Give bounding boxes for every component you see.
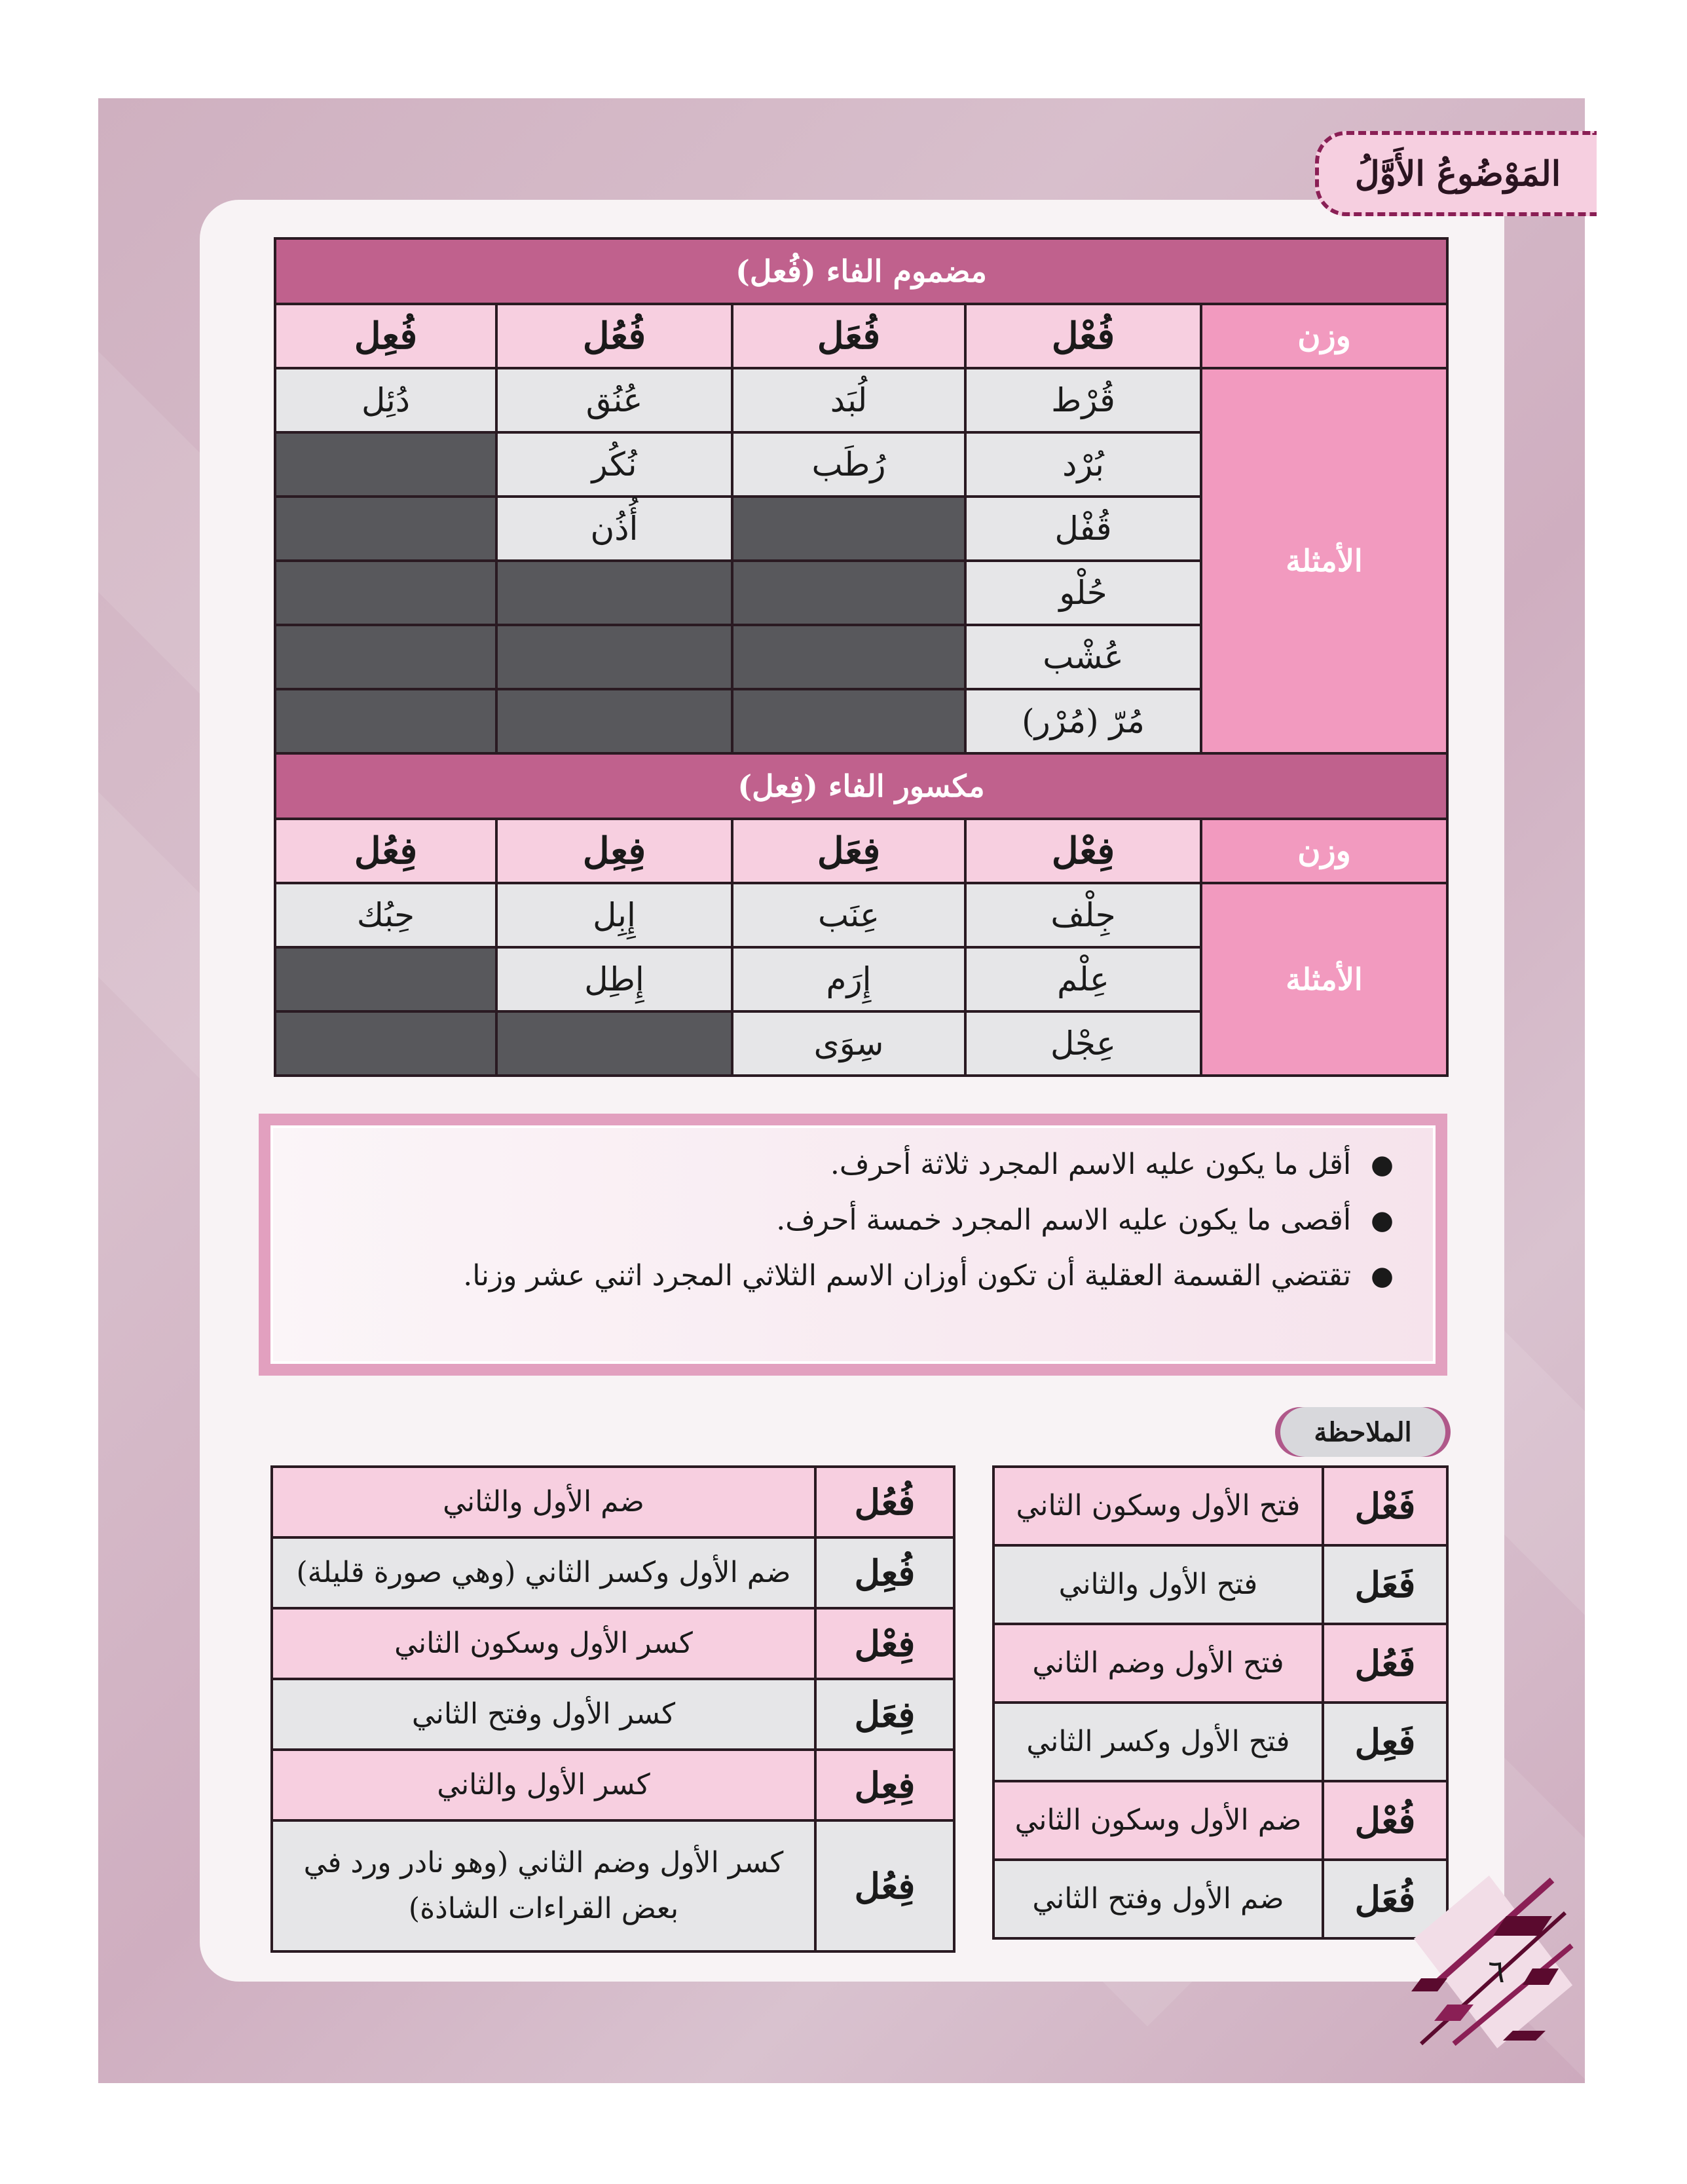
empty-cell bbox=[275, 625, 496, 689]
wazn-cell: فِعْل bbox=[815, 1608, 954, 1679]
wazn-cell: فَعَل bbox=[1323, 1545, 1447, 1624]
table-row bbox=[993, 1860, 1447, 1938]
example-cell: عِلْم bbox=[965, 947, 1201, 1011]
empty-cell bbox=[496, 625, 732, 689]
remark-table-left bbox=[270, 1465, 955, 1953]
desc-cell: ضم الأول وسكون الثاني bbox=[993, 1781, 1323, 1860]
desc-cell: فتح الأول وضم الثاني bbox=[993, 1624, 1323, 1703]
empty-cell bbox=[275, 497, 496, 561]
wazn-cell: فِعَل bbox=[815, 1679, 954, 1750]
section1-wazn-row bbox=[275, 304, 1447, 368]
empty-cell bbox=[275, 1011, 496, 1076]
empty-cell bbox=[496, 1011, 732, 1076]
example-cell: نُكُر bbox=[496, 432, 732, 497]
section2-title: مكسور الفاء (فِعل) bbox=[275, 753, 1447, 819]
example-cell: دُئِل bbox=[275, 368, 496, 432]
desc-cell: فتح الأول والثاني bbox=[993, 1545, 1323, 1624]
wazn-cell: فُعْل bbox=[1323, 1781, 1447, 1860]
example-cell: رُطَب bbox=[732, 432, 965, 497]
table-row bbox=[272, 1750, 954, 1820]
examples-label: الأمثلة bbox=[1201, 368, 1447, 753]
section2-header-row bbox=[275, 753, 1447, 819]
example-cell: عِجْل bbox=[965, 1011, 1201, 1076]
wazn-cell: فُعِل bbox=[815, 1537, 954, 1608]
bullet-icon: ● bbox=[1371, 1260, 1394, 1291]
wazn-cell: فِعْل bbox=[965, 819, 1201, 883]
desc-cell: فتح الأول وكسر الثاني bbox=[993, 1703, 1323, 1781]
desc-cell: كسر الأول وضم الثاني (وهو نادر ورد في بعض القراءات الشاذة) bbox=[272, 1820, 815, 1951]
table-row bbox=[993, 1781, 1447, 1860]
example-cell: إِبِل bbox=[496, 883, 732, 947]
wazn-cell: فِعِل bbox=[496, 819, 732, 883]
note-text: أقصى ما يكون عليه الاسم المجرد خمسة أحرف. bbox=[776, 1203, 1352, 1237]
desc-cell: ضم الأول وفتح الثاني bbox=[993, 1860, 1323, 1938]
desc-cell: ضم الأول وكسر الثاني (وهي صورة قليلة) bbox=[272, 1537, 815, 1608]
table-row bbox=[275, 883, 1447, 947]
desc-cell: ضم الأول والثاني bbox=[272, 1467, 815, 1537]
note-text: أقل ما يكون عليه الاسم المجرد ثلاثة أحرف. bbox=[830, 1148, 1352, 1181]
wazn-cell: فُعِل bbox=[275, 304, 496, 368]
note-text: تقتضي القسمة العقلية أن تكون أوزان الاسم الثلاثي المجرد اثني عشر وزنا. bbox=[463, 1259, 1352, 1292]
table-row bbox=[272, 1820, 954, 1951]
example-cell: حِبُك bbox=[275, 883, 496, 947]
wazn-cell: فُعْل bbox=[965, 304, 1201, 368]
wazn-cell: فُعَل bbox=[732, 304, 965, 368]
wazn-label: وزن bbox=[1201, 304, 1447, 368]
table-row bbox=[272, 1679, 954, 1750]
empty-cell bbox=[275, 432, 496, 497]
wazn-label: وزن bbox=[1201, 819, 1447, 883]
wazn-cell: فِعِل bbox=[815, 1750, 954, 1820]
empty-cell bbox=[496, 561, 732, 625]
example-cell: سِوَى bbox=[732, 1011, 965, 1076]
desc-cell: كسر الأول والثاني bbox=[272, 1750, 815, 1820]
bullet-icon: ● bbox=[1371, 1149, 1394, 1180]
section1-title: مضموم الفاء (فُعل) bbox=[275, 238, 1447, 304]
notes-inner bbox=[270, 1125, 1436, 1364]
table-row bbox=[272, 1467, 954, 1537]
empty-cell bbox=[732, 689, 965, 753]
remark-label bbox=[1280, 1407, 1445, 1457]
note-item bbox=[299, 1259, 1394, 1292]
example-cell: مُرّ (مُرْر) bbox=[965, 689, 1201, 753]
note-item bbox=[299, 1203, 1394, 1237]
empty-cell bbox=[732, 625, 965, 689]
empty-cell bbox=[275, 947, 496, 1011]
example-cell: حُلْو bbox=[965, 561, 1201, 625]
wazn-cell: فَعْل bbox=[1323, 1467, 1447, 1545]
table-row bbox=[993, 1703, 1447, 1781]
table-row bbox=[272, 1608, 954, 1679]
topic-title: المَوْضُوعُ الأَوَّلُ bbox=[1354, 153, 1561, 194]
wazn-cell: فِعُل bbox=[275, 819, 496, 883]
table-row bbox=[272, 1537, 954, 1608]
section2-wazn-row bbox=[275, 819, 1447, 883]
example-cell: قُرْط bbox=[965, 368, 1201, 432]
table-row bbox=[993, 1467, 1447, 1545]
bullet-icon: ● bbox=[1371, 1205, 1394, 1235]
example-cell: جِلْف bbox=[965, 883, 1201, 947]
table-row bbox=[993, 1624, 1447, 1703]
empty-cell bbox=[732, 561, 965, 625]
example-cell: قُفْل bbox=[965, 497, 1201, 561]
examples-label: الأمثلة bbox=[1201, 883, 1447, 1076]
table-row bbox=[275, 368, 1447, 432]
example-cell: بُرْد bbox=[965, 432, 1201, 497]
wazn-cell: فُعُل bbox=[815, 1467, 954, 1537]
remark-table-right bbox=[992, 1465, 1449, 1940]
page-number: ٦ bbox=[1488, 1953, 1505, 1990]
example-cell: إِرَم bbox=[732, 947, 965, 1011]
desc-cell: فتح الأول وسكون الثاني bbox=[993, 1467, 1323, 1545]
topic-badge bbox=[1315, 131, 1597, 216]
example-cell: عِنَب bbox=[732, 883, 965, 947]
weights-table bbox=[274, 237, 1449, 1077]
desc-cell: كسر الأول وفتح الثاني bbox=[272, 1679, 815, 1750]
section1-header-row bbox=[275, 238, 1447, 304]
example-cell: عُشْب bbox=[965, 625, 1201, 689]
wazn-cell: فُعُل bbox=[496, 304, 732, 368]
wazn-cell: فِعَل bbox=[732, 819, 965, 883]
desc-cell: كسر الأول وسكون الثاني bbox=[272, 1608, 815, 1679]
note-item bbox=[299, 1148, 1394, 1181]
example-cell: أُذُن bbox=[496, 497, 732, 561]
empty-cell bbox=[275, 689, 496, 753]
example-cell: عُنُق bbox=[496, 368, 732, 432]
wazn-cell: فُعَل bbox=[1323, 1860, 1447, 1938]
wazn-cell: فِعُل bbox=[815, 1820, 954, 1951]
empty-cell bbox=[496, 689, 732, 753]
remark-label-text: الملاحظة bbox=[1314, 1416, 1412, 1448]
empty-cell bbox=[732, 497, 965, 561]
notes-box bbox=[259, 1114, 1447, 1376]
wazn-cell: فَعُل bbox=[1323, 1624, 1447, 1703]
wazn-cell: فَعِل bbox=[1323, 1703, 1447, 1781]
example-cell: لُبَد bbox=[732, 368, 965, 432]
empty-cell bbox=[275, 561, 496, 625]
example-cell: إِطِل bbox=[496, 947, 732, 1011]
table-row bbox=[993, 1545, 1447, 1624]
